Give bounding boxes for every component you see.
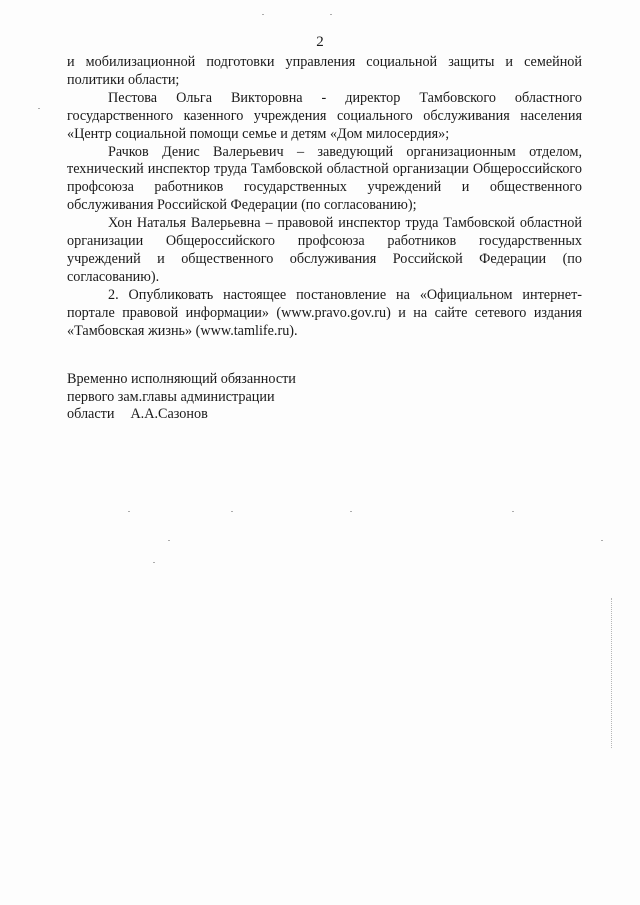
signatory-name: А.А.Сазонов bbox=[130, 406, 208, 422]
paragraph-pestova: Пестова Ольга Викторовна - директор Тамбовского областного государственного казенного учреждения социального обслуживания населения «Центр социальной помощи семье и детям «Дом милосердия»; bbox=[67, 89, 582, 142]
scan-speck bbox=[231, 511, 233, 512]
signature-block bbox=[67, 371, 367, 424]
paragraph-rachkov: Рачков Денис Валерьевич – заведующий организационным отделом, технический инспектор труда Тамбовской областной организации Общероссийского профсоюза работников государственных учреждений и общественного обслуживания Российской Федерации (по согласованию); bbox=[67, 143, 582, 214]
scan-speck bbox=[330, 14, 332, 15]
scan-speck bbox=[38, 108, 40, 109]
signature-line-3 bbox=[67, 406, 367, 424]
signature-line-1: Временно исполняющий обязанности bbox=[67, 371, 296, 387]
scan-speck bbox=[153, 562, 155, 563]
page-number: 2 bbox=[316, 34, 324, 50]
scan-speck bbox=[262, 14, 264, 15]
scan-edge-mark bbox=[610, 598, 612, 748]
paragraph-hon: Хон Наталья Валерьевна – правовой инспектор труда Тамбовской областной организации Общероссийского профсоюза работников государственных учреждений и общественного обслуживания Российской Федерации (по согласованию). bbox=[67, 215, 582, 285]
scan-speck bbox=[601, 540, 603, 541]
paragraph-continuation: и мобилизационной подготовки управления социальной защиты и семейной политики области; bbox=[67, 54, 582, 88]
scan-speck bbox=[168, 540, 170, 541]
paragraph-publish: 2. Опубликовать настоящее постановление на «Официальном интернет-портале правовой информации» (www.pravo.gov.ru) и на сайте сетевого издания «Тамбовская жизнь» (www.tamlife.ru). bbox=[67, 286, 582, 339]
signature-line-2: первого зам.главы администрации bbox=[67, 388, 275, 405]
scan-speck bbox=[512, 511, 514, 512]
scan-speck bbox=[128, 511, 130, 512]
document-body bbox=[67, 54, 582, 341]
signature-region-label: области bbox=[67, 406, 115, 422]
scan-speck bbox=[350, 511, 352, 512]
